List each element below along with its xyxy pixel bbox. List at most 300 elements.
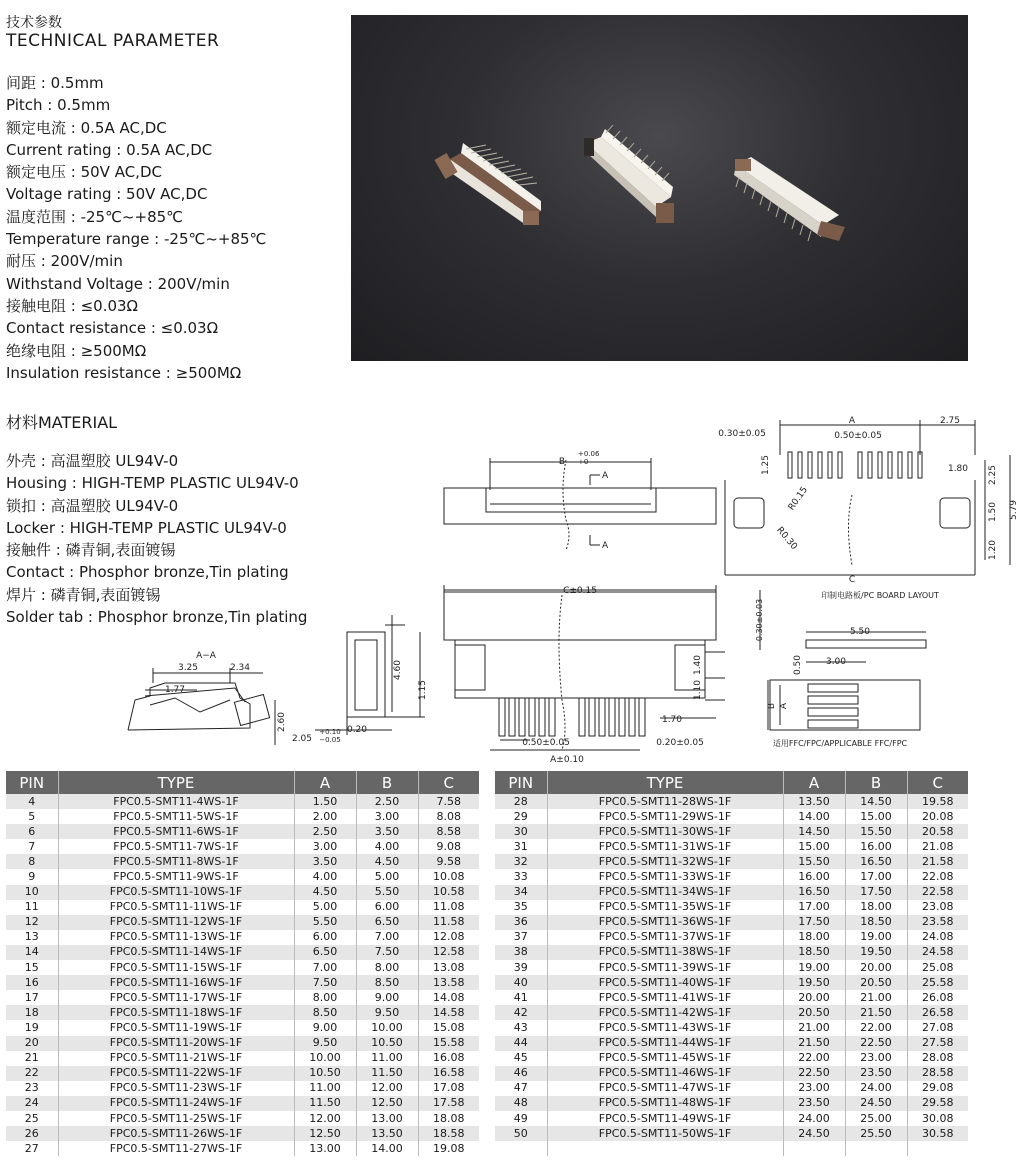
cell-a: 3.00 bbox=[294, 839, 356, 854]
cell-a: 20.50 bbox=[783, 1005, 845, 1020]
technical-drawing bbox=[0, 400, 1020, 770]
col-header-a: A bbox=[783, 771, 845, 794]
cell-a: 14.00 bbox=[783, 809, 845, 824]
cell-a: 17.50 bbox=[783, 915, 845, 930]
dim-label: R0.15 bbox=[786, 485, 810, 513]
cell-a: 4.00 bbox=[294, 869, 356, 884]
cell-pin: 23 bbox=[6, 1081, 58, 1096]
table-row bbox=[6, 1066, 479, 1081]
cell-b: 20.50 bbox=[845, 975, 907, 990]
material-line: Contact : Phosphor bronze,Tin plating bbox=[6, 563, 289, 582]
cell-b: 11.00 bbox=[356, 1051, 418, 1066]
cell-pin: 34 bbox=[495, 885, 547, 900]
cell-type: FPC0.5-SMT11-17WS-1F bbox=[58, 990, 294, 1005]
cell-c bbox=[907, 1141, 968, 1156]
cell-c: 26.58 bbox=[907, 1005, 968, 1020]
cell-c: 17.58 bbox=[418, 1096, 479, 1111]
cell-pin: 9 bbox=[6, 869, 58, 884]
cell-a: 9.50 bbox=[294, 1036, 356, 1051]
table-row bbox=[495, 975, 968, 990]
cell-a: 10.50 bbox=[294, 1066, 356, 1081]
cell-type: FPC0.5-SMT11-15WS-1F bbox=[58, 960, 294, 975]
cell-c: 27.08 bbox=[907, 1020, 968, 1035]
dim-label: 0.30±0.05 bbox=[718, 429, 766, 439]
cell-b: 19.00 bbox=[845, 930, 907, 945]
cell-pin: 46 bbox=[495, 1066, 547, 1081]
dim-label: 0.50±0.05 bbox=[834, 431, 882, 441]
cell-b bbox=[845, 1141, 907, 1156]
cell-a: 18.00 bbox=[783, 930, 845, 945]
cell-c: 17.08 bbox=[418, 1081, 479, 1096]
cell-b: 10.00 bbox=[356, 1020, 418, 1035]
cell-c: 8.58 bbox=[418, 824, 479, 839]
cell-pin: 14 bbox=[6, 945, 58, 960]
cell-a: 16.00 bbox=[783, 869, 845, 884]
dim-label: A bbox=[779, 702, 789, 710]
cell-pin: 35 bbox=[495, 900, 547, 915]
cell-c: 9.08 bbox=[418, 839, 479, 854]
cell-a: 7.00 bbox=[294, 960, 356, 975]
cell-type: FPC0.5-SMT11-10WS-1F bbox=[58, 885, 294, 900]
cell-type: FPC0.5-SMT11-48WS-1F bbox=[547, 1096, 783, 1111]
table-row bbox=[6, 854, 479, 869]
cell-a: 4.50 bbox=[294, 885, 356, 900]
table-row bbox=[6, 960, 479, 975]
cell-type: FPC0.5-SMT11-40WS-1F bbox=[547, 975, 783, 990]
aa-label: A−A bbox=[196, 651, 216, 661]
dim-label: 0.50±0.05 bbox=[522, 738, 570, 748]
cell-type: FPC0.5-SMT11-45WS-1F bbox=[547, 1051, 783, 1066]
cell-type: FPC0.5-SMT11-42WS-1F bbox=[547, 1005, 783, 1020]
connector-3 bbox=[734, 157, 845, 241]
cell-type: FPC0.5-SMT11-35WS-1F bbox=[547, 900, 783, 915]
cell-a: 18.50 bbox=[783, 945, 845, 960]
cell-type: FPC0.5-SMT11-21WS-1F bbox=[58, 1051, 294, 1066]
col-header-a: A bbox=[294, 771, 356, 794]
col-header-type: TYPE bbox=[58, 771, 294, 794]
table-row bbox=[6, 885, 479, 900]
cell-b: 11.50 bbox=[356, 1066, 418, 1081]
cell-c: 15.58 bbox=[418, 1036, 479, 1051]
cell-b: 22.50 bbox=[845, 1036, 907, 1051]
dim-label: 3.00 bbox=[825, 657, 847, 667]
cell-c: 23.58 bbox=[907, 915, 968, 930]
col-header-pin: PIN bbox=[495, 771, 547, 794]
col-header-c: C bbox=[418, 771, 479, 794]
table-row bbox=[495, 1141, 968, 1156]
cell-c: 11.08 bbox=[418, 900, 479, 915]
table-row bbox=[495, 945, 968, 960]
cell-pin: 43 bbox=[495, 1020, 547, 1035]
table-row bbox=[495, 960, 968, 975]
cell-a: 24.00 bbox=[783, 1111, 845, 1126]
cell-c: 12.08 bbox=[418, 930, 479, 945]
cell-b: 17.00 bbox=[845, 869, 907, 884]
cell-type: FPC0.5-SMT11-46WS-1F bbox=[547, 1066, 783, 1081]
cell-type: FPC0.5-SMT11-32WS-1F bbox=[547, 854, 783, 869]
cell-type: FPC0.5-SMT11-19WS-1F bbox=[58, 1020, 294, 1035]
cell-c: 28.08 bbox=[907, 1051, 968, 1066]
table-row bbox=[495, 794, 968, 809]
cell-c: 22.08 bbox=[907, 869, 968, 884]
cell-type: FPC0.5-SMT11-23WS-1F bbox=[58, 1081, 294, 1096]
product-photo bbox=[351, 15, 968, 361]
table-row bbox=[6, 1020, 479, 1035]
table-header-row bbox=[495, 771, 968, 794]
cell-b: 5.00 bbox=[356, 869, 418, 884]
cell-pin: 40 bbox=[495, 975, 547, 990]
spec-line: 额定电流 : 0.5A AC,DC bbox=[6, 118, 167, 137]
cell-pin: 29 bbox=[495, 809, 547, 824]
table-row bbox=[6, 990, 479, 1005]
cell-pin: 8 bbox=[6, 854, 58, 869]
cell-b: 8.00 bbox=[356, 960, 418, 975]
table-row bbox=[495, 900, 968, 915]
cell-b: 7.00 bbox=[356, 930, 418, 945]
cell-b: 13.50 bbox=[356, 1126, 418, 1141]
dim-label: 2.60 bbox=[277, 711, 287, 733]
cell-pin: 41 bbox=[495, 990, 547, 1005]
cell-type: FPC0.5-SMT11-12WS-1F bbox=[58, 915, 294, 930]
dim-label: 1.20 bbox=[988, 539, 998, 561]
cell-b: 9.50 bbox=[356, 1005, 418, 1020]
cell-b: 17.50 bbox=[845, 885, 907, 900]
cell-b: 6.50 bbox=[356, 915, 418, 930]
dim-label: 1.25 bbox=[761, 454, 771, 476]
cell-a: 14.50 bbox=[783, 824, 845, 839]
cell-a: 19.50 bbox=[783, 975, 845, 990]
cell-pin: 20 bbox=[6, 1036, 58, 1051]
cell-b: 2.50 bbox=[356, 794, 418, 809]
material-line: Housing : HIGH-TEMP PLASTIC UL94V-0 bbox=[6, 474, 299, 493]
material-title: 材料MATERIAL bbox=[6, 413, 118, 432]
cell-b: 4.50 bbox=[356, 854, 418, 869]
cell-type: FPC0.5-SMT11-39WS-1F bbox=[547, 960, 783, 975]
table-row bbox=[495, 1051, 968, 1066]
spec-line: 耐压 : 200V/min bbox=[6, 252, 123, 271]
cell-c: 15.08 bbox=[418, 1020, 479, 1035]
front-view bbox=[444, 585, 725, 750]
cell-a: 3.50 bbox=[294, 854, 356, 869]
cell-b: 12.50 bbox=[356, 1096, 418, 1111]
table-row bbox=[6, 839, 479, 854]
cell-a: 12.50 bbox=[294, 1126, 356, 1141]
table-row bbox=[495, 915, 968, 930]
cell-a: 6.00 bbox=[294, 930, 356, 945]
spec-line: Current rating : 0.5A AC,DC bbox=[6, 140, 213, 159]
cell-b: 5.50 bbox=[356, 885, 418, 900]
table-row bbox=[6, 1081, 479, 1096]
cell-type: FPC0.5-SMT11-18WS-1F bbox=[58, 1005, 294, 1020]
cell-c: 21.08 bbox=[907, 839, 968, 854]
cell-c: 28.58 bbox=[907, 1066, 968, 1081]
col-header-pin: PIN bbox=[6, 771, 58, 794]
cell-pin: 16 bbox=[6, 975, 58, 990]
cell-type: FPC0.5-SMT11-27WS-1F bbox=[58, 1141, 294, 1156]
dim-tolerance: +0 bbox=[578, 458, 589, 466]
table-header-row bbox=[6, 771, 479, 794]
dim-label: 4.60 bbox=[393, 659, 403, 681]
cell-pin: 36 bbox=[495, 915, 547, 930]
cell-a: 16.50 bbox=[783, 885, 845, 900]
cell-type: FPC0.5-SMT11-28WS-1F bbox=[547, 794, 783, 809]
dim-label: 1.40 bbox=[693, 654, 703, 676]
cell-b: 25.00 bbox=[845, 1111, 907, 1126]
cell-type: FPC0.5-SMT11-5WS-1F bbox=[58, 809, 294, 824]
cell-a: 20.00 bbox=[783, 990, 845, 1005]
cell-b: 4.00 bbox=[356, 839, 418, 854]
cell-c: 22.58 bbox=[907, 885, 968, 900]
cell-pin: 42 bbox=[495, 1005, 547, 1020]
cell-pin: 4 bbox=[6, 794, 58, 809]
dim-label: B bbox=[558, 457, 566, 467]
cell-a: 9.00 bbox=[294, 1020, 356, 1035]
cell-b: 21.00 bbox=[845, 990, 907, 1005]
col-header-b: B bbox=[845, 771, 907, 794]
cell-pin: 7 bbox=[6, 839, 58, 854]
cell-a: 15.50 bbox=[783, 854, 845, 869]
table-row bbox=[495, 885, 968, 900]
material-line: 接触件 : 磷青铜,表面镀锡 bbox=[6, 541, 176, 560]
cell-a: 5.00 bbox=[294, 900, 356, 915]
cell-b: 24.00 bbox=[845, 1081, 907, 1096]
connector-photo-illustration bbox=[351, 15, 968, 361]
spec-line: Pitch : 0.5mm bbox=[6, 96, 111, 115]
cell-pin: 12 bbox=[6, 915, 58, 930]
spec-list bbox=[6, 72, 266, 384]
dim-tolerance: +0.06 bbox=[578, 450, 600, 458]
cell-a: 24.50 bbox=[783, 1126, 845, 1141]
cell-a: 11.00 bbox=[294, 1081, 356, 1096]
spec-line: 绝缘电阻 : ≥500MΩ bbox=[6, 341, 147, 360]
cell-c: 19.08 bbox=[418, 1141, 479, 1156]
cell-pin: 26 bbox=[6, 1126, 58, 1141]
table-row bbox=[6, 809, 479, 824]
table-row bbox=[495, 1005, 968, 1020]
cell-b: 21.50 bbox=[845, 1005, 907, 1020]
cell-b: 23.00 bbox=[845, 1051, 907, 1066]
cell-pin: 27 bbox=[6, 1141, 58, 1156]
cell-b: 14.00 bbox=[356, 1141, 418, 1156]
cell-type: FPC0.5-SMT11-38WS-1F bbox=[547, 945, 783, 960]
spec-line: Voltage rating : 50V AC,DC bbox=[6, 185, 208, 204]
cell-pin: 28 bbox=[495, 794, 547, 809]
cell-type: FPC0.5-SMT11-30WS-1F bbox=[547, 824, 783, 839]
cell-type: FPC0.5-SMT11-9WS-1F bbox=[58, 869, 294, 884]
side-view bbox=[315, 615, 425, 735]
cell-b: 25.50 bbox=[845, 1126, 907, 1141]
cell-pin: 44 bbox=[495, 1036, 547, 1051]
table-row bbox=[495, 1081, 968, 1096]
col-header-type: TYPE bbox=[547, 771, 783, 794]
cell-type: FPC0.5-SMT11-20WS-1F bbox=[58, 1036, 294, 1051]
pcb-layout-caption: 印制电路板/PC BOARD LAYOUT bbox=[821, 591, 939, 600]
cell-pin: 45 bbox=[495, 1051, 547, 1066]
cell-a: 1.50 bbox=[294, 794, 356, 809]
cell-pin: 50 bbox=[495, 1126, 547, 1141]
cell-pin: 6 bbox=[6, 824, 58, 839]
table-row bbox=[6, 1051, 479, 1066]
cell-pin: 31 bbox=[495, 839, 547, 854]
cell-type: FPC0.5-SMT11-49WS-1F bbox=[547, 1111, 783, 1126]
cell-c: 13.08 bbox=[418, 960, 479, 975]
cell-c: 26.08 bbox=[907, 990, 968, 1005]
cell-c: 19.58 bbox=[907, 794, 968, 809]
dim-label: 3.25 bbox=[177, 663, 199, 673]
cell-b: 9.00 bbox=[356, 990, 418, 1005]
cell-pin: 38 bbox=[495, 945, 547, 960]
cell-pin: 17 bbox=[6, 990, 58, 1005]
dim-label: 2.75 bbox=[939, 416, 961, 426]
dim-label: 2.34 bbox=[229, 663, 251, 673]
cell-b: 24.50 bbox=[845, 1096, 907, 1111]
spec-line: Withstand Voltage : 200V/min bbox=[6, 274, 230, 293]
dim-label: 1.80 bbox=[947, 464, 969, 474]
cell-a: 21.50 bbox=[783, 1036, 845, 1051]
cell-type: FPC0.5-SMT11-25WS-1F bbox=[58, 1111, 294, 1126]
table-row bbox=[6, 975, 479, 990]
spec-line: Temperature range : -25℃~+85℃ bbox=[6, 230, 267, 249]
material-line: 外壳 : 高温塑胶 UL94V-0 bbox=[6, 452, 179, 470]
cell-c: 20.08 bbox=[907, 809, 968, 824]
cell-a: 2.00 bbox=[294, 809, 356, 824]
cell-pin: 11 bbox=[6, 900, 58, 915]
dim-label: 1.77 bbox=[164, 685, 186, 695]
cell-b: 18.50 bbox=[845, 915, 907, 930]
cell-pin: 13 bbox=[6, 930, 58, 945]
cell-type: FPC0.5-SMT11-41WS-1F bbox=[547, 990, 783, 1005]
cell-type: FPC0.5-SMT11-33WS-1F bbox=[547, 869, 783, 884]
dim-label: 2.05 bbox=[291, 734, 313, 744]
cell-c: 24.08 bbox=[907, 930, 968, 945]
cell-c: 20.58 bbox=[907, 824, 968, 839]
cell-c: 13.58 bbox=[418, 975, 479, 990]
cell-c: 12.58 bbox=[418, 945, 479, 960]
table-row bbox=[495, 1066, 968, 1081]
cell-type bbox=[547, 1141, 783, 1156]
cell-pin: 30 bbox=[495, 824, 547, 839]
cell-c: 24.58 bbox=[907, 945, 968, 960]
cell-pin: 18 bbox=[6, 1005, 58, 1020]
cell-a: 7.50 bbox=[294, 975, 356, 990]
cell-c: 9.58 bbox=[418, 854, 479, 869]
cell-c: 16.08 bbox=[418, 1051, 479, 1066]
cell-a: 22.50 bbox=[783, 1066, 845, 1081]
table-row bbox=[495, 854, 968, 869]
cell-c: 29.08 bbox=[907, 1081, 968, 1096]
table-row bbox=[6, 1036, 479, 1051]
cell-type: FPC0.5-SMT11-44WS-1F bbox=[547, 1036, 783, 1051]
cell-a: 23.00 bbox=[783, 1081, 845, 1096]
section-aa-view bbox=[128, 668, 275, 745]
table-row bbox=[495, 869, 968, 884]
dim-label: C bbox=[848, 575, 856, 585]
dim-label: 1.70 bbox=[661, 715, 683, 725]
cell-type: FPC0.5-SMT11-24WS-1F bbox=[58, 1096, 294, 1111]
cell-pin: 15 bbox=[6, 960, 58, 975]
top-view bbox=[444, 458, 716, 550]
table-row bbox=[6, 900, 479, 915]
cell-type: FPC0.5-SMT11-11WS-1F bbox=[58, 900, 294, 915]
cell-pin: 22 bbox=[6, 1066, 58, 1081]
spec-line: 间距 : 0.5mm bbox=[6, 74, 104, 92]
cell-c: 25.58 bbox=[907, 975, 968, 990]
cell-pin bbox=[495, 1141, 547, 1156]
cell-c: 14.58 bbox=[418, 1005, 479, 1020]
ffc-caption: 适用FFC/FPC/APPLICABLE FFC/FPC bbox=[772, 739, 908, 748]
table-row bbox=[495, 824, 968, 839]
cell-type: FPC0.5-SMT11-14WS-1F bbox=[58, 945, 294, 960]
cell-a: 13.50 bbox=[783, 794, 845, 809]
table-row bbox=[495, 1096, 968, 1111]
cell-c: 29.58 bbox=[907, 1096, 968, 1111]
cell-type: FPC0.5-SMT11-8WS-1F bbox=[58, 854, 294, 869]
cell-pin: 25 bbox=[6, 1111, 58, 1126]
cell-pin: 33 bbox=[495, 869, 547, 884]
cell-b: 8.50 bbox=[356, 975, 418, 990]
dim-tolerance: −0.05 bbox=[319, 736, 341, 744]
cell-a: 22.00 bbox=[783, 1051, 845, 1066]
spec-line: Contact resistance : ≤0.03Ω bbox=[6, 319, 219, 338]
cell-b: 20.00 bbox=[845, 960, 907, 975]
table-row bbox=[495, 839, 968, 854]
cell-type: FPC0.5-SMT11-26WS-1F bbox=[58, 1126, 294, 1141]
connector-2 bbox=[584, 125, 674, 223]
table-row bbox=[6, 1096, 479, 1111]
cell-type: FPC0.5-SMT11-36WS-1F bbox=[547, 915, 783, 930]
cell-pin: 5 bbox=[6, 809, 58, 824]
cell-b: 12.00 bbox=[356, 1081, 418, 1096]
cell-type: FPC0.5-SMT11-47WS-1F bbox=[547, 1081, 783, 1096]
dim-tolerance: +0.10 bbox=[319, 728, 341, 736]
section-title-en: TECHNICAL PARAMETER bbox=[6, 31, 220, 51]
cell-a: 23.50 bbox=[783, 1096, 845, 1111]
section-mark: A bbox=[602, 471, 609, 481]
cell-type: FPC0.5-SMT11-34WS-1F bbox=[547, 885, 783, 900]
cell-type: FPC0.5-SMT11-37WS-1F bbox=[547, 930, 783, 945]
cell-c: 18.08 bbox=[418, 1111, 479, 1126]
material-line: 焊片 : 磷青铜,表面镀锡 bbox=[6, 585, 161, 604]
section-title-cn: 技术参数 bbox=[6, 15, 62, 31]
cell-type: FPC0.5-SMT11-43WS-1F bbox=[547, 1020, 783, 1035]
cell-a: 8.50 bbox=[294, 1005, 356, 1020]
cell-c: 21.58 bbox=[907, 854, 968, 869]
cell-a: 2.50 bbox=[294, 824, 356, 839]
cell-b: 15.00 bbox=[845, 809, 907, 824]
cell-b: 7.50 bbox=[356, 945, 418, 960]
cell-c: 18.58 bbox=[418, 1126, 479, 1141]
cell-b: 3.50 bbox=[356, 824, 418, 839]
cell-c: 11.58 bbox=[418, 915, 479, 930]
dim-label: 5.50 bbox=[849, 627, 871, 637]
cell-a: 6.50 bbox=[294, 945, 356, 960]
cell-b: 23.50 bbox=[845, 1066, 907, 1081]
cell-a: 17.00 bbox=[783, 900, 845, 915]
dim-label: R0.30 bbox=[774, 525, 799, 553]
cell-pin: 47 bbox=[495, 1081, 547, 1096]
cell-type: FPC0.5-SMT11-16WS-1F bbox=[58, 975, 294, 990]
cell-c: 16.58 bbox=[418, 1066, 479, 1081]
cell-pin: 48 bbox=[495, 1096, 547, 1111]
table-row bbox=[6, 1005, 479, 1020]
table-row bbox=[6, 915, 479, 930]
table-row bbox=[495, 1020, 968, 1035]
spec-line: Insulation resistance : ≥500MΩ bbox=[6, 363, 242, 382]
cell-b: 10.50 bbox=[356, 1036, 418, 1051]
table-row bbox=[495, 990, 968, 1005]
cell-b: 18.00 bbox=[845, 900, 907, 915]
cell-c: 8.08 bbox=[418, 809, 479, 824]
